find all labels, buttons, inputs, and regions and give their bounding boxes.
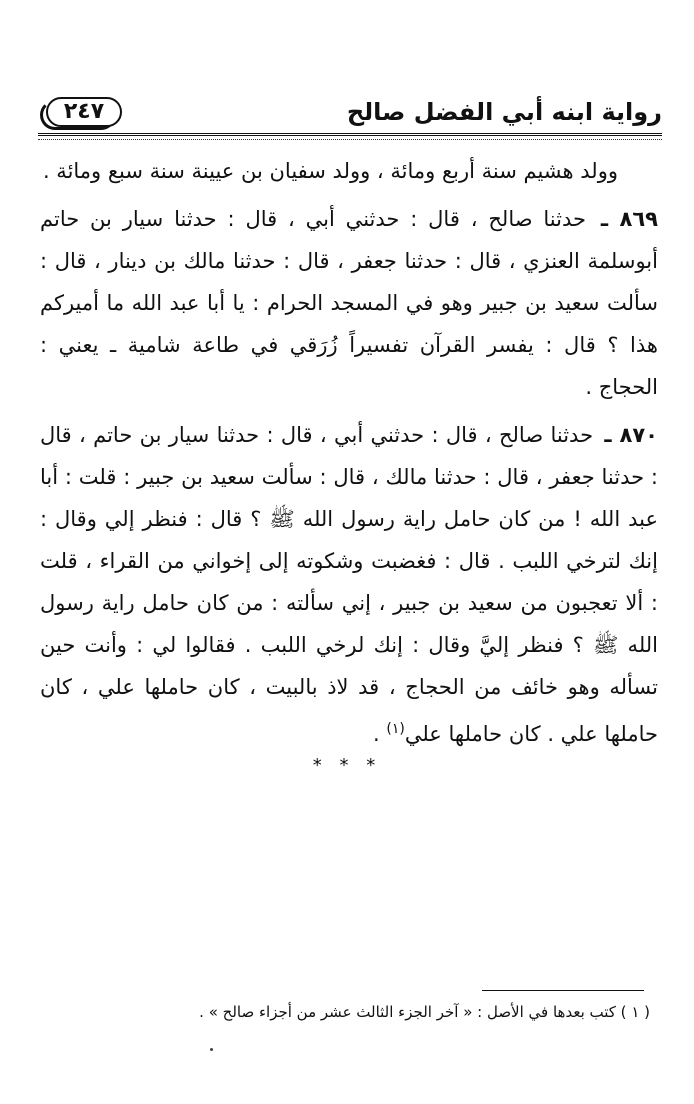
entry-869 — [40, 198, 658, 408]
entry-870 — [40, 414, 658, 755]
main-text — [40, 150, 658, 761]
stray-dot — [210, 1048, 213, 1051]
page-number-badge — [38, 96, 126, 132]
section-separator: * * * — [312, 755, 382, 776]
header-rule-dotted — [38, 139, 662, 140]
footnote-rule — [482, 990, 644, 991]
entry-number: ٨٦٩ ـ — [600, 207, 658, 231]
entry-number: ٨٧٠ ـ — [604, 423, 658, 447]
running-title: رواية ابنه أبي الفضل صالح — [346, 98, 662, 126]
footnote-ref: (١) — [386, 721, 405, 737]
page-header — [38, 96, 662, 136]
entry-end: . — [373, 722, 387, 746]
page-number: ٢٤٧ — [63, 99, 105, 124]
intro-paragraph: وولد هشيم سنة أربع ومائة ، وولد سفيان بن عيينة سنة سبع ومائة . — [42, 159, 618, 183]
entry-text: حدثنا صالح ، قال : حدثني أبي ، قال : حدثنا سيار بن حاتم أبوسلمة العنزي ، قال : حدثنا جعفر ، قال : حدثنا مالك بن دينار ، قال : سألت سعيد بن جبير وهو في المسجد الحرام : يا أبا عبد الله ما أميركم هذا ؟ قال : يفسر القرآن تفسيراً زُرَقي في طاعة شامية ـ يعني : الحجاج . — [40, 207, 658, 399]
entry-text: حدثنا صالح ، قال : حدثني أبي ، قال : حدثنا سيار بن حاتم ، قال : حدثنا جعفر ، قال : حدثنا مالك ، قال : سألت سعيد بن جبير : قلت : أبا عبد الله ! من كان حامل راية رسول الله ﷺ ؟ قال : فنظر إلي وقال : إنك لترخي اللبب . قال : فغضبت وشكوته إلى إخواني من القراء ، قلت : ألا تعجبون من سعيد بن جبير ، إني سألته : من كان حامل راية رسول الله ﷺ ؟ فنظر إليَّ وقال : إنك لرخي اللبب . فقالوا لي : وأنت حين تسأله وهو خائف من الحجاج ، قد لاذ بالبيت ، كان حاملها علي ، كان حاملها علي . كان حاملها علي — [40, 423, 658, 746]
header-rule — [38, 133, 662, 136]
footnote: ( ١ ) كتب بعدها في الأصل : « آخر الجزء الثالث عشر من أجزاء صالح » . — [199, 1003, 650, 1021]
